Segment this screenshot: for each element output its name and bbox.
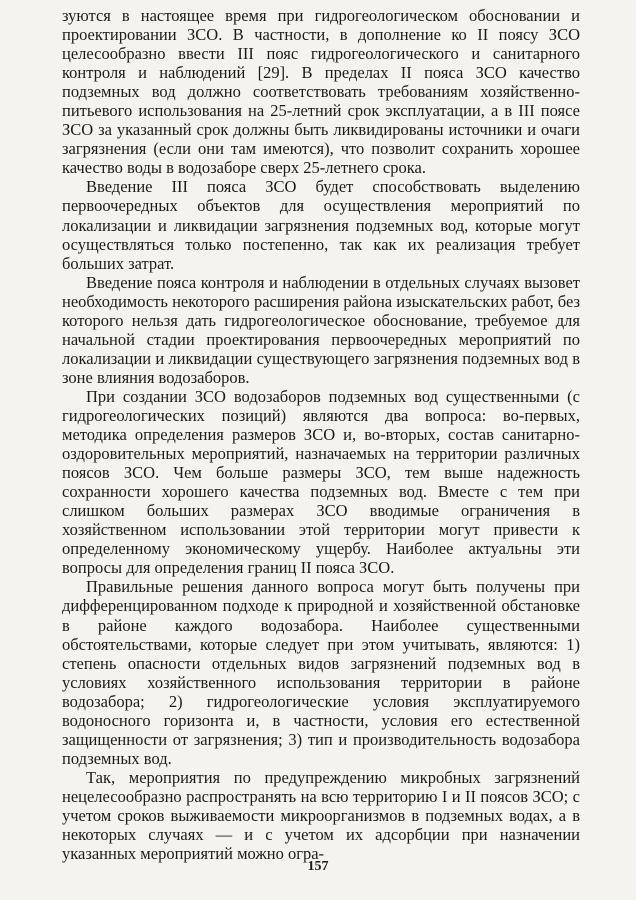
paragraph-3: Введение пояса контроля и наблюдении в отдельных случаях вызовет необходимость некоторого расширения района изыскательских работ, без которого нельзя дать гидрогеологическое обоснование, требуемое для начальной стадии проектирования первоочередных мероприятий по локализации и ликвидации существующего загрязнения подземных вод в зоне влияния водозаборов.	[62, 272, 580, 387]
page-number: 157	[307, 859, 329, 874]
paragraph-4: При создании ЗСО водозаборов подземных вод существенными (с гидрогеологических позиций) являются два вопроса: во-первых, методика определения размеров ЗСО и, во-вторых, состав санитарно-оздоровительных мероприятий, назначаемых на территории различных поясов ЗСО. Чем больше размеры ЗСО, тем выше надежность сохранности хорошего качества подземных вод. Вместе с тем при слишком больших размерах ЗСО вводимые ограничения в хозяйственном использовании этой территории могут привести к определенному экономическому ущербу. Наиболее актуальны эти вопросы для определения границ II пояса ЗСО.	[62, 386, 580, 578]
paragraph-2: Введение III пояса ЗСО будет способствовать выделению первоочередных объектов для осуществления мероприятий по локализации и ликвидации загрязнения подземных вод, которые могут осуществляться только постепенно, так как их реализация требует больших затрат.	[62, 177, 580, 273]
paragraph-1: зуются в настоящее время при гидрогеологическом обосновании и проектировании ЗСО. В частности, в дополнение ко II поясу ЗСО целесообразно ввести III пояс гидрогеологического и санитарного контроля и наблюдений [29]. В пределах II пояса ЗСО качество подземных вод должно соответствовать требованиям хозяйственно-питьевого использования на 25-летний срок эксплуатации, а в III поясе ЗСО за указанный срок должны быть ликвидированы источники и очаги загрязнения (если они там имеются), что позволит сохранить хорошее качество воды в водозаборе сверх 25-летнего срока.	[62, 6, 580, 178]
page-text	[62, 6, 580, 863]
paragraph-5: Правильные решения данного вопроса могут быть получены при дифференцированном подходе к природной и хозяйственной обстановке в районе каждого водозабора. Наиболее существенными обстоятельствами, которые следует при этом учитывать, являются: 1) степень опасности отдельных видов загрязнений подземных вод в условиях хозяйственного использования территории в районе водозабора; 2) гидрогеологические условия эксплуатируемого водоносного горизонта и, в частности, условия его естественной защищенности от загрязнения; 3) тип и производительность водозабора подземных вод.	[62, 577, 580, 768]
paragraph-6: Так, мероприятия по предупреждению микробных загрязнений нецелесообразно распространять на всю территорию I и II поясов ЗСО; с учетом сроков выживаемости микроорганизмов в подземных водах, а в некоторых случаях — и с учетом их адсорбции при назначении указанных мероприятий можно огра-	[62, 767, 580, 864]
